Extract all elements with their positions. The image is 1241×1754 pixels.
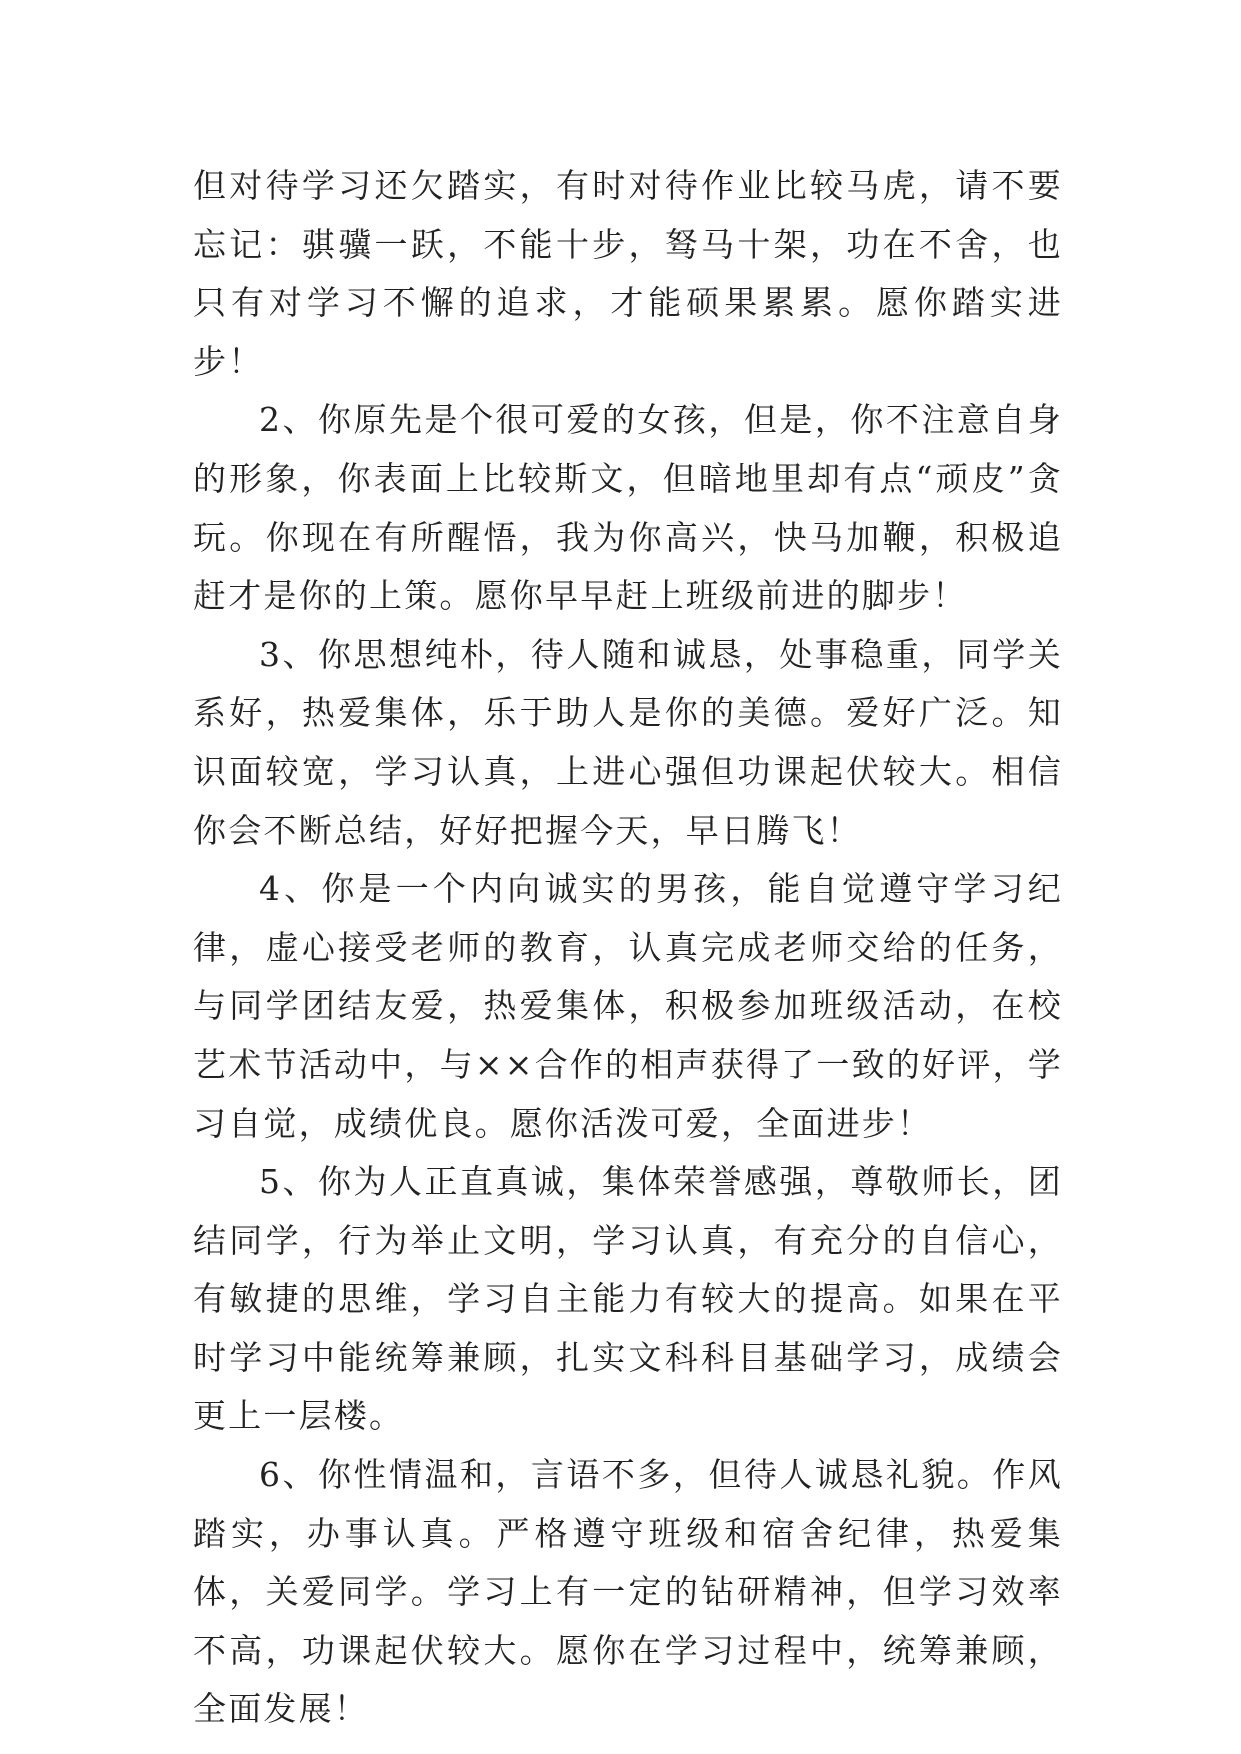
paragraph-comment-3: 3、你思想纯朴，待人随和诚恳，处事稳重，同学关系好，热爱集体，乐于助人是你的美德。爱好广泛。知识面较宽，学习认真，上进心强但功课起伏较大。相信你会不断总结，好好把握今天，早日腾飞！ xyxy=(193,634,1063,850)
document-body xyxy=(193,157,1063,1739)
paragraph-comment-5: 5、你为人正直真诚，集体荣誉感强，尊敬师长，团结同学，行为举止文明，学习认真，有充分的自信心，有敏捷的思维，学习自主能力有较大的提高。如果在平时学习中能统筹兼顾，扎实文科科目基础学习，成绩会更上一层楼。 xyxy=(193,1162,1063,1436)
paragraph-continuation: 但对待学习还欠踏实，有时对待作业比较马虎，请不要忘记：骐骥一跃，不能十步，驽马十架，功在不舍，也只有对学习不懈的追求，才能硕果累累。愿你踏实进步！ xyxy=(193,166,1063,381)
paragraph-comment-4: 4、你是一个内向诚实的男孩，能自觉遵守学习纪律，虚心接受老师的教育，认真完成老师交给的任务，与同学团结友爱，热爱集体，积极参加班级活动，在校艺术节活动中，与××合作的相声获得了一致的好评，学习自觉，成绩优良。愿你活泼可爱，全面进步！ xyxy=(193,869,1063,1143)
paragraph-comment-6: 6、你性情温和，言语不多，但待人诚恳礼貌。作风踏实，办事认真。严格遵守班级和宿舍纪律，热爱集体，关爱同学。学习上有一定的钻研精神，但学习效率不高，功课起伏较大。愿你在学习过程中，统筹兼顾，全面发展！ xyxy=(193,1455,1063,1729)
paragraph-comment-2: 2、你原先是个很可爱的女孩，但是，你不注意自身的形象，你表面上比较斯文，但暗地里却有点“顽皮”贪玩。你现在有所醒悟，我为你高兴，快马加鞭，积极追赶才是你的上策。愿你早早赶上班级前进的脚步！ xyxy=(193,400,1063,616)
